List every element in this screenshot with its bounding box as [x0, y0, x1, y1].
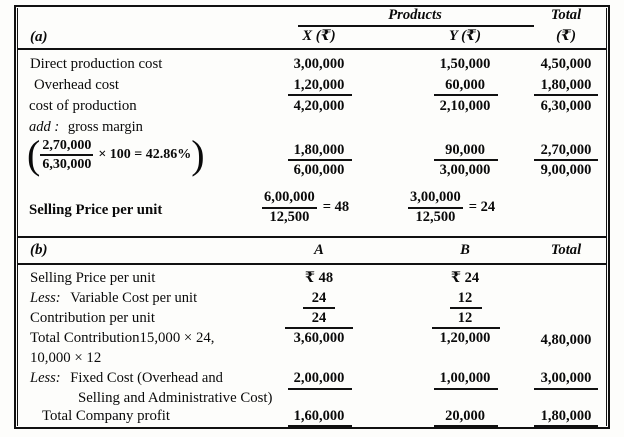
gross-margin-rule-total [534, 159, 598, 161]
total-profit-rule-a [288, 425, 352, 427]
value-direct-production-cost-x: 3,00,000 [293, 56, 345, 72]
row-label-selling-price-per-unit-a: Selling Price per unit [29, 202, 163, 218]
fixed-cost-text: Fixed Cost (Overhead and [70, 370, 223, 386]
selling-price-y-result: = 24 [468, 199, 496, 216]
row-label-variable-cost [30, 291, 197, 306]
gross-margin-y-bottom: 3,00,000 [439, 162, 491, 178]
selling-price-x-calc [262, 190, 349, 225]
row-label-add-gross-margin [29, 120, 143, 135]
value-total-profit-a: 1,60,000 [293, 408, 345, 424]
value-total-contribution-total: 4,80,000 [540, 332, 592, 348]
value-cost-of-production-total: 6,30,000 [540, 98, 592, 114]
selling-price-y-numerator: 3,00,000 [410, 189, 461, 205]
row-label-overhead-cost: Overhead cost [34, 77, 120, 93]
fixed-cost-rule-total [534, 388, 598, 390]
value-variable-cost-a: 24 [311, 290, 327, 306]
value-fixed-cost-a: 2,00,000 [293, 370, 345, 386]
value-variable-cost-b: 12 [457, 290, 473, 306]
gross-margin-text: gross margin [67, 119, 143, 135]
total-profit-rule-b [434, 425, 498, 427]
selling-price-y-calc [408, 190, 495, 225]
less-keyword: Less: [30, 370, 61, 386]
gross-margin-result: × 100 = 42.86% [98, 147, 192, 163]
products-header-rule [298, 25, 534, 27]
subtotal-rule-y [434, 94, 498, 96]
column-header-a: A [314, 242, 324, 258]
value-direct-production-cost-y: 1,50,000 [439, 56, 491, 72]
gross-margin-rule-x [288, 159, 352, 161]
gross-margin-fraction [40, 138, 93, 172]
gross-margin-total-bottom: 9,00,000 [540, 162, 592, 178]
column-header-b-total: Total [550, 242, 582, 258]
row-label-cost-of-production: cost of production [29, 98, 137, 114]
gross-margin-x-bottom: 6,00,000 [293, 162, 345, 178]
less-keyword: Less: [30, 290, 61, 306]
value-direct-production-cost-total: 4,50,000 [540, 56, 592, 72]
variable-cost-text: Variable Cost per unit [70, 290, 198, 306]
gross-margin-rule-y [434, 159, 498, 161]
contribution-rule-b [432, 327, 500, 329]
value-fixed-cost-total: 3,00,000 [540, 370, 592, 386]
column-header-y: Y (₹) [449, 28, 481, 44]
selling-price-x-fraction [262, 190, 317, 225]
row-label-selling-price-per-unit-b: Selling Price per unit [30, 270, 156, 286]
part-a-header-bottom-rule [17, 48, 607, 50]
column-header-b: B [460, 242, 470, 258]
fixed-cost-rule-a [288, 388, 352, 390]
value-cost-of-production-x: 4,20,000 [293, 98, 345, 114]
value-total-contribution-a: 3,60,000 [293, 330, 345, 346]
add-keyword: add : [29, 119, 60, 135]
column-header-total: (₹) [556, 28, 576, 44]
value-total-profit-total: 1,80,000 [540, 408, 592, 424]
value-total-contribution-b: 1,20,000 [439, 330, 491, 346]
selling-price-x-result: = 48 [322, 199, 350, 216]
row-label-fixed-cost-line2: Selling and Administrative Cost) [78, 390, 273, 406]
row-label-fixed-cost [30, 371, 223, 386]
selling-price-y-denominator: 12,500 [415, 208, 456, 225]
selling-price-y-fraction [408, 190, 463, 225]
subtotal-rule-x [288, 94, 352, 96]
total-group-header: Total [550, 7, 582, 23]
gross-margin-x-top: 1,80,000 [293, 142, 345, 158]
value-selling-price-b: ₹ 24 [450, 270, 480, 286]
variable-cost-rule-a [303, 307, 335, 309]
part-b-top-rule [17, 236, 607, 238]
value-overhead-cost-y: 60,000 [445, 77, 485, 93]
value-total-profit-b: 20,000 [445, 408, 485, 424]
gross-margin-total-top: 2,70,000 [540, 142, 592, 158]
open-paren: ( [27, 131, 41, 177]
row-label-total-contribution-line2: 10,000 × 12 [30, 350, 102, 366]
gross-margin-formula [27, 131, 205, 177]
column-header-x: X (₹) [302, 28, 336, 44]
selling-price-x-numerator: 6,00,000 [264, 189, 315, 205]
gross-margin-numerator: 2,70,000 [42, 138, 92, 153]
gross-margin-denominator: 6,30,000 [42, 157, 92, 173]
part-b-label: (b) [30, 242, 48, 258]
close-paren: ) [191, 131, 205, 177]
row-label-total-contribution: Total Contribution15,000 × 24, [30, 330, 215, 346]
subtotal-rule-total [534, 94, 598, 96]
row-label-contribution-per-unit: Contribution per unit [30, 310, 155, 326]
value-overhead-cost-x: 1,20,000 [293, 77, 345, 93]
value-contribution-b: 12 [457, 310, 473, 326]
contribution-rule-a [285, 327, 353, 329]
value-cost-of-production-y: 2,10,000 [439, 98, 491, 114]
value-selling-price-a: ₹ 48 [304, 270, 334, 286]
value-overhead-cost-total: 1,80,000 [540, 77, 592, 93]
value-contribution-a: 24 [311, 310, 327, 326]
value-fixed-cost-b: 1,00,000 [439, 370, 491, 386]
fraction-bar [40, 154, 93, 156]
part-a-label: (a) [30, 29, 48, 45]
part-b-header-bottom-rule [17, 263, 607, 265]
row-label-total-company-profit: Total Company profit [42, 408, 171, 424]
row-label-direct-production-cost: Direct production cost [30, 56, 163, 72]
selling-price-x-denominator: 12,500 [269, 208, 310, 225]
fixed-cost-rule-b [434, 388, 498, 390]
variable-cost-rule-b [450, 307, 482, 309]
products-group-header: Products [388, 7, 442, 23]
gross-margin-y-top: 90,000 [445, 142, 485, 158]
total-profit-rule-total [534, 425, 598, 427]
